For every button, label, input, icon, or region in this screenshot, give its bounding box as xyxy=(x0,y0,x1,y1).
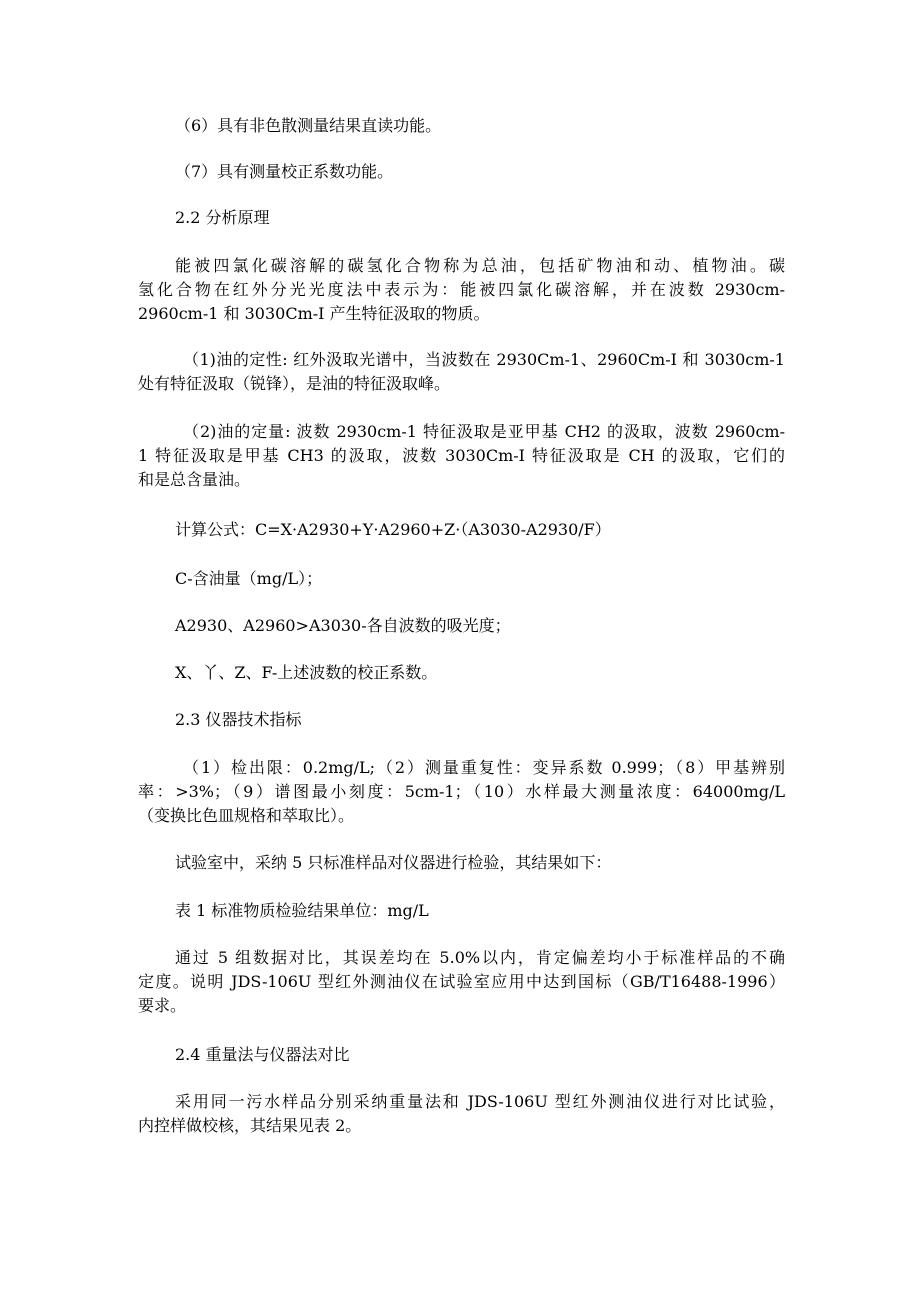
table-1-caption: 表 1 标准物质检验结果单位：mg/L xyxy=(175,901,429,920)
variable-xyzf-definition: X、丫、Z、F-上述波数的校正系数。 xyxy=(175,663,438,682)
method-comparison-paragraph xyxy=(138,1090,785,1138)
text-line: 2960cm-1 和 3030Cm-I 产生特征汲取的物质。 xyxy=(138,304,490,323)
feature-item-7: （7）具有测量校正系数功能。 xyxy=(175,162,394,181)
comparison-conclusion-paragraph xyxy=(138,946,785,1018)
text-line: （1）检出限：0.2mg/L;（2）测量重复性：变异系数 0.999；（8）甲基辨别 xyxy=(183,758,785,777)
text-line: 能被四氯化碳溶解的碳氢化合物称为总油，包括矿物油和动、植物油。碳 xyxy=(175,256,785,275)
section-heading-2-3: 2.3 仪器技术指标 xyxy=(175,710,302,729)
text-line: 1 特征汲取是甲基 CH3 的汲取，波数 3030Cm-I 特征汲取是 CH 的汲取，它们的 xyxy=(138,446,785,465)
text-line: 通过 5 组数据对比，其误差均在 5.0%以内，肯定偏差均小于标准样品的不确 xyxy=(175,948,785,967)
text-line: 氢化合物在红外分光光度法中表示为：能被四氯化碳溶解，并在波数 2930cm- xyxy=(138,280,785,299)
text-line: 率：>3%；（9）谱图最小刻度：5cm-1；（10）水样最大测量浓度：64000mg/L xyxy=(138,782,785,801)
text-line: 要求。 xyxy=(138,996,187,1015)
text-line: 内控样做校核，其结果见表 2。 xyxy=(138,1116,362,1135)
variable-a-definition: A2930、A2960>A3030-各自波数的吸光度； xyxy=(175,616,511,635)
text-line: 处有特征汲取（锐锋），是油的特征汲取峰。 xyxy=(138,374,451,393)
lab-test-intro: 试验室中，采纳 5 只标准样品对仪器进行检验，其结果如下： xyxy=(175,853,612,872)
text-line: 采用同一污水样品分别采纳重量法和 JDS-106U 型红外测油仪进行对比试验， xyxy=(175,1092,785,1111)
section-heading-2-2: 2.2 分析原理 xyxy=(175,208,270,227)
feature-item-6: （6）具有非色散测量结果直读功能。 xyxy=(175,116,442,135)
text-line: （变换比色皿规格和萃取比）。 xyxy=(138,806,355,825)
principle-paragraph xyxy=(138,254,785,326)
text-line: 和是总含量油。 xyxy=(138,470,251,489)
text-line: （2)油的定量: 波数 2930cm-1 特征汲取是亚甲基 CH2 的汲取，波数 2960cm- xyxy=(183,422,785,441)
text-line: （1)油的定性: 红外汲取光谱中，当波数在 2930Cm-1、2960Cm-I 和 3030cm-1 xyxy=(183,350,785,369)
section-heading-2-4: 2.4 重量法与仪器法对比 xyxy=(175,1045,350,1064)
text-line: 定度。说明 JDS-106U 型红外测油仪在试验室应用中达到国标（GB/T16488-1996） xyxy=(138,972,785,991)
quantitative-paragraph xyxy=(138,420,785,492)
specs-paragraph xyxy=(138,756,785,828)
qualitative-paragraph xyxy=(138,348,785,396)
calculation-formula: 计算公式：C=X·A2930+Y·A2960+Z·（A3030-A2930/F） xyxy=(175,520,611,539)
variable-c-definition: C-含油量（mg/L）； xyxy=(175,569,323,588)
